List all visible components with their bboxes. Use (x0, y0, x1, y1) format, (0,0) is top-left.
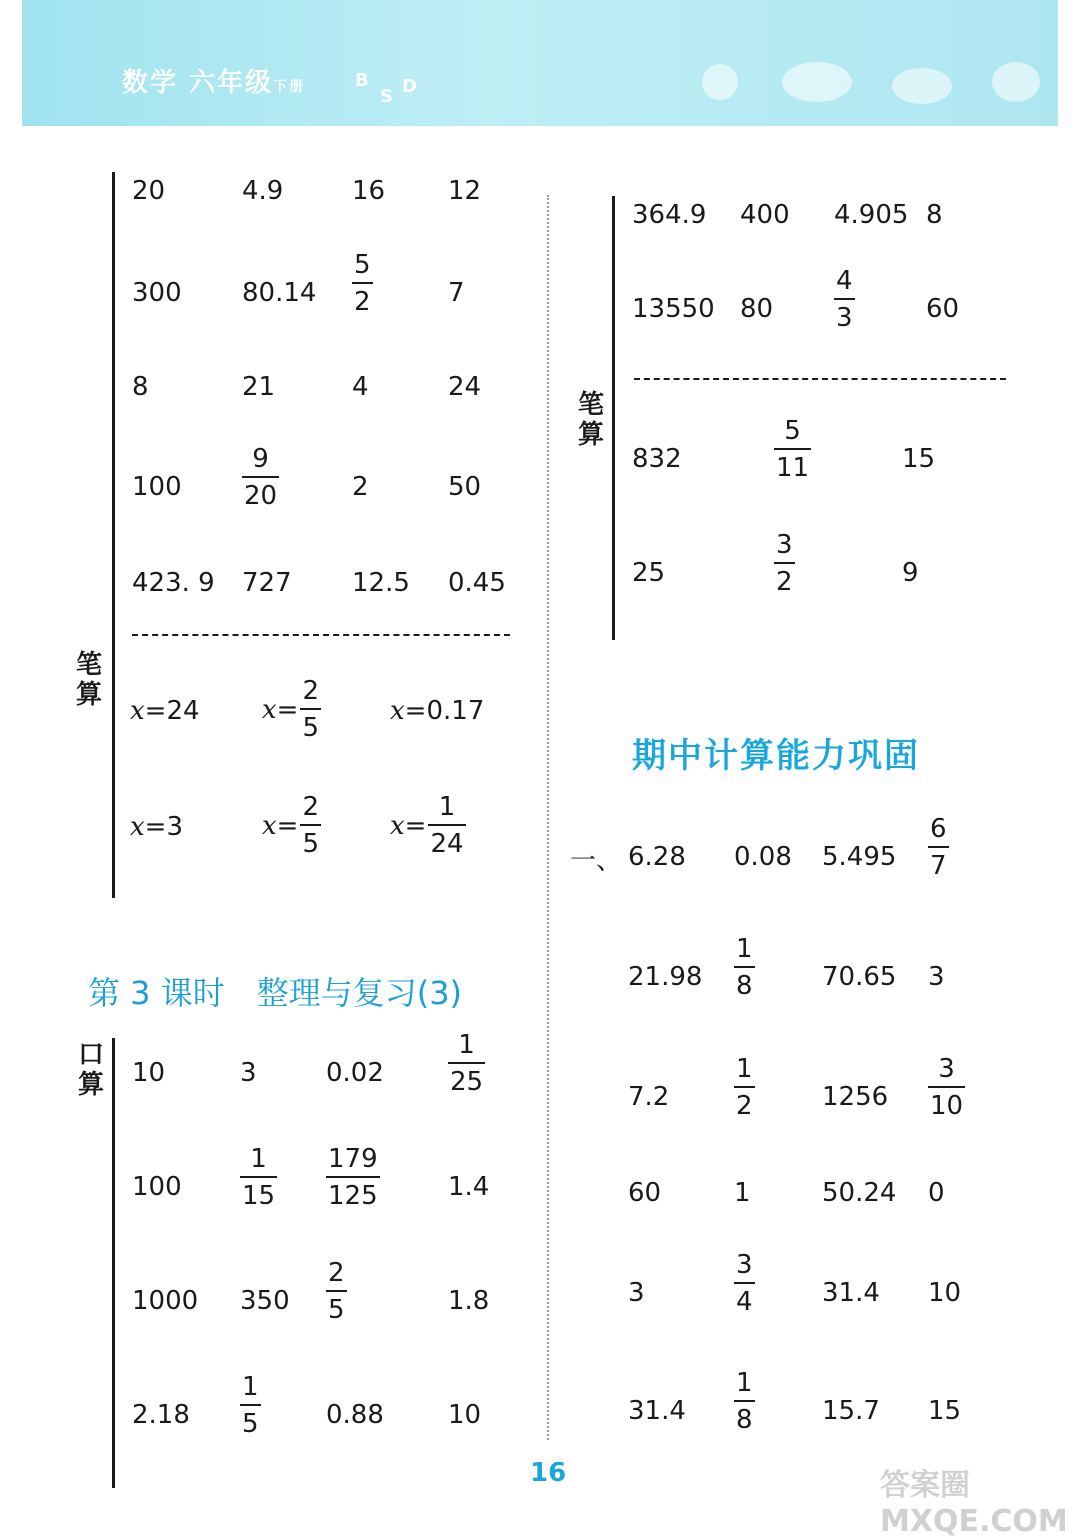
answer-value: 1256 (822, 1082, 889, 1112)
answer-value: 9 (902, 558, 919, 588)
variable-x: x (130, 812, 145, 842)
answer-value: 3 (928, 962, 945, 992)
answer-value: 8 (926, 200, 943, 230)
answer-value: 12 (448, 176, 482, 206)
fraction-answer: 3 10 (930, 1054, 964, 1121)
answer-value: 1.4 (448, 1172, 490, 1202)
fraction-answer: 3 4 (736, 1250, 753, 1317)
fraction-answer: 179 125 (328, 1144, 378, 1211)
variable-x: x (262, 810, 277, 841)
column-divider (547, 195, 549, 1440)
answer-value: 10 (448, 1400, 482, 1430)
fraction-answer: 5 2 (354, 250, 371, 317)
equation-solution (262, 792, 321, 859)
answer-value: 3 (166, 812, 184, 842)
answer-value: 400 (740, 200, 790, 230)
fraction-answer: $\frac{1}{24}$ (430, 792, 464, 859)
answer-value: 13550 (632, 294, 715, 324)
equation-solution (390, 696, 484, 726)
fraction-answer: 1 8 (736, 934, 753, 1001)
answer-value: 100 (132, 472, 182, 502)
answer-value: 2 (352, 472, 369, 502)
answer-value: 80 (740, 294, 774, 324)
answer-value: 364.9 (632, 200, 707, 230)
equation-solution (262, 676, 321, 743)
book-title: 数学 六年级下册 (122, 68, 306, 98)
fraction-answer: 1 2 (736, 1054, 753, 1121)
variable-x: x (262, 694, 277, 725)
answer-value: 4.9 (242, 176, 284, 206)
answer-value: 16 (352, 176, 386, 206)
answer-value: 3 (628, 1278, 645, 1308)
fraction-answer: 6 7 (930, 814, 947, 881)
header-banner (22, 0, 1058, 126)
answer-value: 50.24 (822, 1178, 897, 1208)
answer-value: 4.905 (834, 200, 909, 230)
answer-value: 10 (132, 1058, 166, 1088)
answer-value: 21 (242, 372, 276, 402)
answer-value: 7 (448, 278, 465, 308)
fraction-answer: 9 20 (244, 444, 278, 511)
section-bracket (112, 172, 115, 898)
dashed-separator (634, 378, 1006, 380)
answer-value: 60 (926, 294, 960, 324)
page-number: 16 (530, 1458, 567, 1488)
answer-value: 31.4 (628, 1396, 686, 1426)
publisher-d: D (402, 76, 417, 97)
equation-solution (130, 812, 183, 842)
fraction-answer: 4 3 (836, 266, 853, 333)
equals-sign: = (404, 696, 427, 726)
answer-value: 0.02 (326, 1058, 384, 1088)
answer-value: 15 (902, 444, 936, 474)
answer-value: 4 (352, 372, 369, 402)
answer-value: 0.08 (734, 842, 792, 872)
answer-value: 1000 (132, 1286, 199, 1316)
answer-value: 60 (628, 1178, 662, 1208)
answer-value: 1 (734, 1178, 751, 1208)
question-prefix: 一、 (570, 846, 623, 876)
answer-value: 1.8 (448, 1286, 490, 1316)
answer-value: 100 (132, 1172, 182, 1202)
decor-cloud (892, 68, 952, 104)
equals-sign: = (276, 810, 299, 841)
dashed-separator (132, 634, 510, 636)
answer-value: 0.45 (448, 568, 506, 598)
answer-value: 350 (240, 1286, 290, 1316)
answer-value: 24 (166, 696, 200, 726)
equals-sign: = (276, 694, 299, 725)
section-bracket (112, 1038, 115, 1488)
answer-value: 2.18 (132, 1400, 190, 1430)
fraction-answer: 1 8 (736, 1368, 753, 1435)
answer-value: 21.98 (628, 962, 703, 992)
answer-value: 423. 9 (132, 568, 215, 598)
answer-value: 50 (448, 472, 482, 502)
variable-x: x (390, 810, 405, 841)
fraction-answer: 1 5 (242, 1372, 259, 1439)
variable-x: x (390, 696, 405, 726)
answer-value: 15 (928, 1396, 962, 1426)
answer-value: 31.4 (822, 1278, 880, 1308)
answer-value: 15.7 (822, 1396, 880, 1426)
fraction-answer: 1 25 (450, 1030, 484, 1097)
publisher-s: S (380, 86, 393, 107)
answer-value: 7.2 (628, 1082, 670, 1112)
answer-value: 727 (242, 568, 292, 598)
watermark: 答案圈 MXQE.COM (880, 1468, 1068, 1536)
answer-value: 70.65 (822, 962, 897, 992)
fraction-answer: $\frac{2}{5}$ (302, 792, 320, 859)
fraction-answer: 1 15 (242, 1144, 276, 1211)
answer-value: 300 (132, 278, 182, 308)
publisher-b: B (355, 70, 369, 91)
answer-value: 24 (448, 372, 482, 402)
fraction-answer: $\frac{2}{5}$ (302, 676, 320, 743)
answer-value: 0.88 (326, 1400, 384, 1430)
answer-value: 8 (132, 372, 149, 402)
answer-value: 25 (632, 558, 666, 588)
equals-sign: = (144, 696, 167, 726)
section-bracket (612, 196, 615, 640)
equation-solution (130, 696, 200, 726)
answer-value: 6.28 (628, 842, 686, 872)
answer-value: 12.5 (352, 568, 410, 598)
lesson-title: 第 3 课时 整理与复习(3) (88, 974, 463, 1012)
equals-sign: = (144, 812, 167, 842)
equals-sign: = (404, 810, 427, 841)
answer-value: 5.495 (822, 842, 897, 872)
answer-value: 0.17 (426, 696, 485, 726)
section-label-kousuan: 口算 (77, 1040, 104, 1100)
equation-solution (390, 792, 466, 859)
section-label-bisuan: 笔算 (577, 390, 604, 450)
decor-cloud (992, 62, 1040, 102)
midterm-title: 期中计算能力巩固 (632, 736, 920, 776)
answer-value: 80.14 (242, 278, 317, 308)
section-label-bisuan: 笔算 (75, 650, 102, 710)
answer-value: 0 (928, 1178, 945, 1208)
answer-value: 20 (132, 176, 166, 206)
answer-value: 832 (632, 444, 682, 474)
decor-cloud (782, 62, 852, 102)
decor-circle (702, 64, 738, 100)
fraction-answer: 3 2 (776, 530, 793, 597)
variable-x: x (130, 696, 145, 726)
fraction-answer: 5 11 (776, 416, 810, 483)
answer-value: 10 (928, 1278, 962, 1308)
answer-value: 3 (240, 1058, 257, 1088)
fraction-answer: 2 5 (328, 1258, 345, 1325)
